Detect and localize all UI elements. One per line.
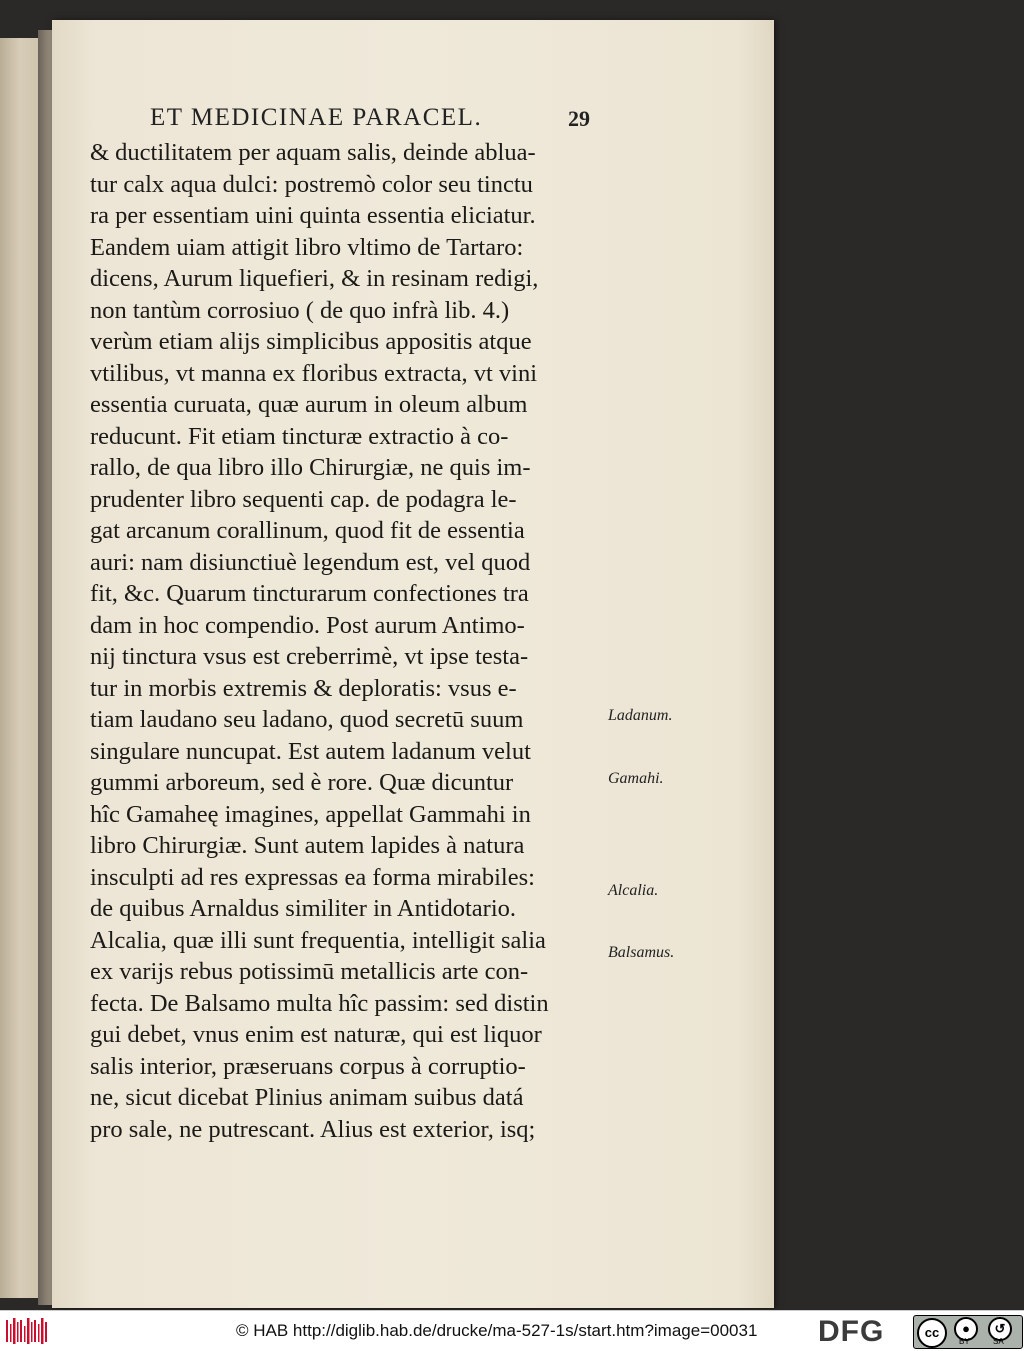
by-label: BY [959, 1337, 970, 1346]
text-line: singulare nuncupat. Est autem ladanum velut [90, 737, 531, 765]
text-line: vtilibus, vt manna ex floribus extracta, vt vini [90, 359, 538, 387]
copyright-link[interactable]: © HAB http://diglib.hab.de/drucke/ma-527-1s/start.htm?image=00031 [236, 1321, 758, 1340]
text-line: gui debet, vnus enim est naturæ, qui est liquor [90, 1021, 542, 1048]
share-alike-icon: ↺ [988, 1317, 1012, 1341]
text-line: ex varijs rebus potissimū metallicis arte con- [90, 958, 529, 985]
text-line: fit, &c. Quarum tincturarum confectiones tra [90, 580, 529, 607]
marginal-note-gamahi: Gamahi. [608, 770, 664, 787]
text-line: Alcalia, quæ illi sunt frequentia, intelligit salia [90, 926, 546, 954]
marginal-note-ladanum: Ladanum. [608, 707, 673, 724]
text-line: essentia curuata, quæ aurum in oleum album [90, 391, 528, 418]
text-line: Eandem uiam attigit libro vltimo de Tartaro: [90, 233, 524, 261]
text-line: fecta. De Balsamo multa hîc passim: sed distin [90, 989, 549, 1017]
dfg-logo: DFG [818, 1315, 885, 1348]
text-line: insculpti ad res expressas ea forma mirabiles: [90, 863, 535, 891]
running-head: ET MEDICINAE PARACEL. [150, 104, 483, 131]
text-line: gat arcanum corallinum, quod fit de essentia [90, 517, 525, 544]
viewer-footer [0, 1310, 1024, 1351]
text-line: pro sale, ne putrescant. Alius est exterior, isq; [90, 1115, 536, 1143]
cc-icon: cc [917, 1318, 947, 1348]
text-line: ne, sicut dicebat Plinius animam suibus datá [90, 1084, 524, 1111]
marginal-note-balsamus: Balsamus. [608, 944, 675, 961]
text-line: nij tinctura vsus est creberrimè, vt ipse testa- [90, 643, 529, 670]
hab-logo-icon [6, 1318, 48, 1344]
text-line: salis interior, præseruans corpus à corruptio- [90, 1052, 526, 1080]
marginal-note-alcalia: Alcalia. [608, 882, 659, 899]
sa-label: SA [993, 1337, 1004, 1346]
text-line: auri: nam disiunctiuè legendum est, vel quod [90, 548, 531, 576]
text-line: hîc Gamaheę imagines, appellat Gammahi in [90, 800, 531, 828]
text-line: de quibus Arnaldus similiter in Antidotario. [90, 895, 516, 922]
text-line: prudenter libro sequenti cap. de podagra le- [90, 485, 517, 513]
text-line: dicens, Aurum liquefieri, & in resinam redigi, [90, 265, 539, 292]
text-line: gummi arboreum, sed è rore. Quæ dicuntur [90, 769, 514, 796]
text-line: libro Chirurgiæ. Sunt autem lapides à natura [90, 832, 525, 859]
text-line: dam in hoc compendio. Post aurum Antimo- [90, 611, 525, 639]
text-line: tur calx aqua dulci: postremò color seu tinctu [90, 170, 533, 198]
body-text [90, 137, 610, 1145]
text-line: non tantùm corrosiuo ( de quo infrà lib. 4.) [90, 296, 510, 324]
text-line: ra per essentiam uini quinta essentia eliciatur. [90, 202, 536, 229]
attribution-icon: ● [954, 1317, 978, 1341]
text-line: tiam laudano seu ladano, quod secretū suum [90, 706, 524, 733]
text-line: & ductilitatem per aquam salis, deinde ablua- [90, 139, 536, 166]
text-line: reducunt. Fit etiam tincturæ extractio à co- [90, 422, 509, 450]
page-number: 29 [568, 106, 590, 131]
text-line: tur in morbis extremis & deploratis: vsus e- [90, 674, 517, 702]
text-line: rallo, de qua libro illo Chirurgiæ, ne quis im- [90, 454, 531, 481]
text-line: verùm etiam alijs simplicibus appositis atque [90, 328, 532, 355]
cc-by-sa-badge[interactable] [913, 1315, 1023, 1349]
